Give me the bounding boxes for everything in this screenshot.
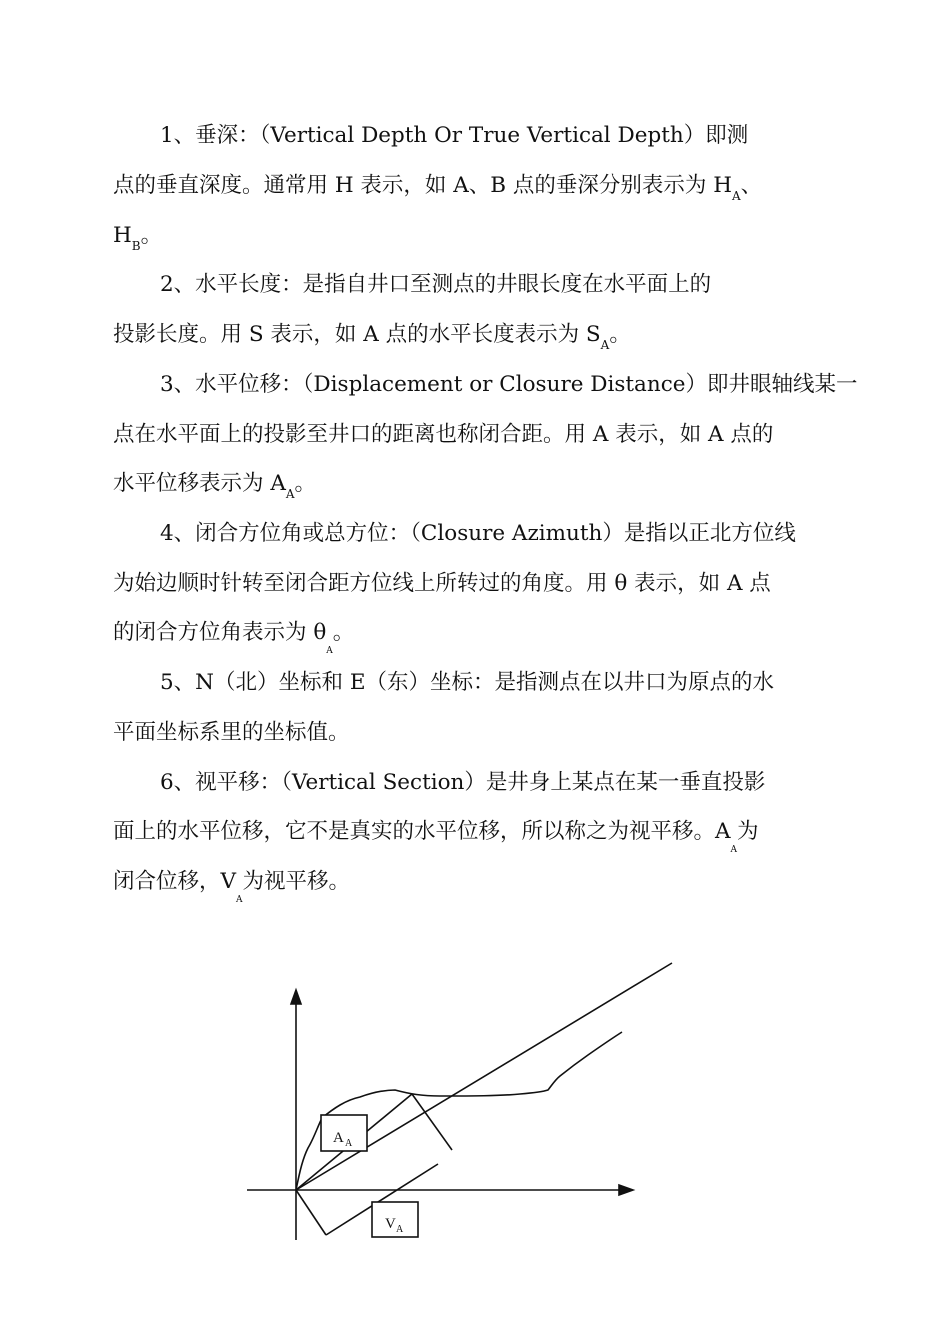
p1-line3-sub: B [131, 239, 141, 253]
p6-line3-text: 闭合位移，V [113, 869, 237, 894]
p1-line2-sub: A [732, 189, 741, 203]
perpendicular-line [412, 1094, 452, 1150]
p4-line3-end: 。 [332, 620, 355, 645]
vertical-axis-arrow-icon [291, 990, 301, 1004]
p6-line3-sub: A [236, 895, 243, 905]
projection-line [296, 963, 672, 1190]
horizontal-axis-arrow-icon [619, 1185, 633, 1195]
p3-line2: 点在水平面上的投影至井口的距离也称闭合距。用 A 表示，如 A 点的 [113, 422, 774, 447]
p1-line3-end: 。 [140, 223, 163, 248]
p5-line2: 平面坐标系里的坐标值。 [113, 720, 350, 745]
p2-line2-end: 。 [609, 322, 631, 347]
p1-line2-end: 、 [740, 173, 763, 198]
p3-line1: 3、水平位移：（Displacement or Closure Distance）即井眼轴线某一 [160, 372, 858, 397]
p2-line2-text: 投影长度。用 S 表示，如 A 点的水平长度表示为 S [113, 322, 601, 347]
p6-line1: 6、视平移：（Vertical Section）是井身上某点在某一垂直投影 [160, 770, 766, 795]
p4-line2: 为始边顺时针转至闭合距方位线上所转过的角度。用 θ 表示，如 A 点 [113, 571, 771, 596]
p6-line2-sub: A [730, 845, 738, 855]
va-label-sub: A [396, 1224, 404, 1235]
aa-label-box [321, 1115, 367, 1151]
aa-label-main: A [333, 1130, 344, 1146]
p2-line2-sub: A [600, 338, 610, 352]
p1-line1: 1、垂深：（Vertical Depth Or True Vertical Depth）即测 [160, 123, 749, 148]
p3-line3-end: 。 [294, 471, 317, 496]
p3-line3-text: 水平位移表示为 A [113, 471, 286, 496]
p5-line1: 5、N（北）坐标和 E（东）坐标：是指测点在以井口为原点的水 [160, 670, 775, 695]
p6-line3-end: 为视平移。 [242, 869, 351, 894]
p2-line1: 2、水平长度：是指自井口至测点的井眼长度在水平面上的 [160, 272, 712, 297]
p6-line2-end: 为 [737, 819, 759, 844]
p1-line2-text: 点的垂直深度。通常用 H 表示，如 A、B 点的垂深分别表示为 H [113, 173, 732, 198]
va-label-main: V [385, 1216, 396, 1232]
p4-line3-sub: A [326, 646, 333, 656]
p1-line3-text: H [113, 223, 132, 248]
p4-line1: 4、闭合方位角或总方位：（Closure Azimuth）是指以正北方位线 [160, 521, 796, 546]
well-path-curve [296, 1032, 622, 1190]
extension-line [296, 1190, 326, 1235]
p3-line3-sub: A [285, 487, 295, 501]
p6-line2-text: 面上的水平位移，它不是真实的水平位移，所以称之为视平移。A [113, 819, 731, 844]
aa-label-sub: A [345, 1138, 353, 1149]
p4-line3-text: 的闭合方位角表示为 θ [113, 620, 327, 645]
